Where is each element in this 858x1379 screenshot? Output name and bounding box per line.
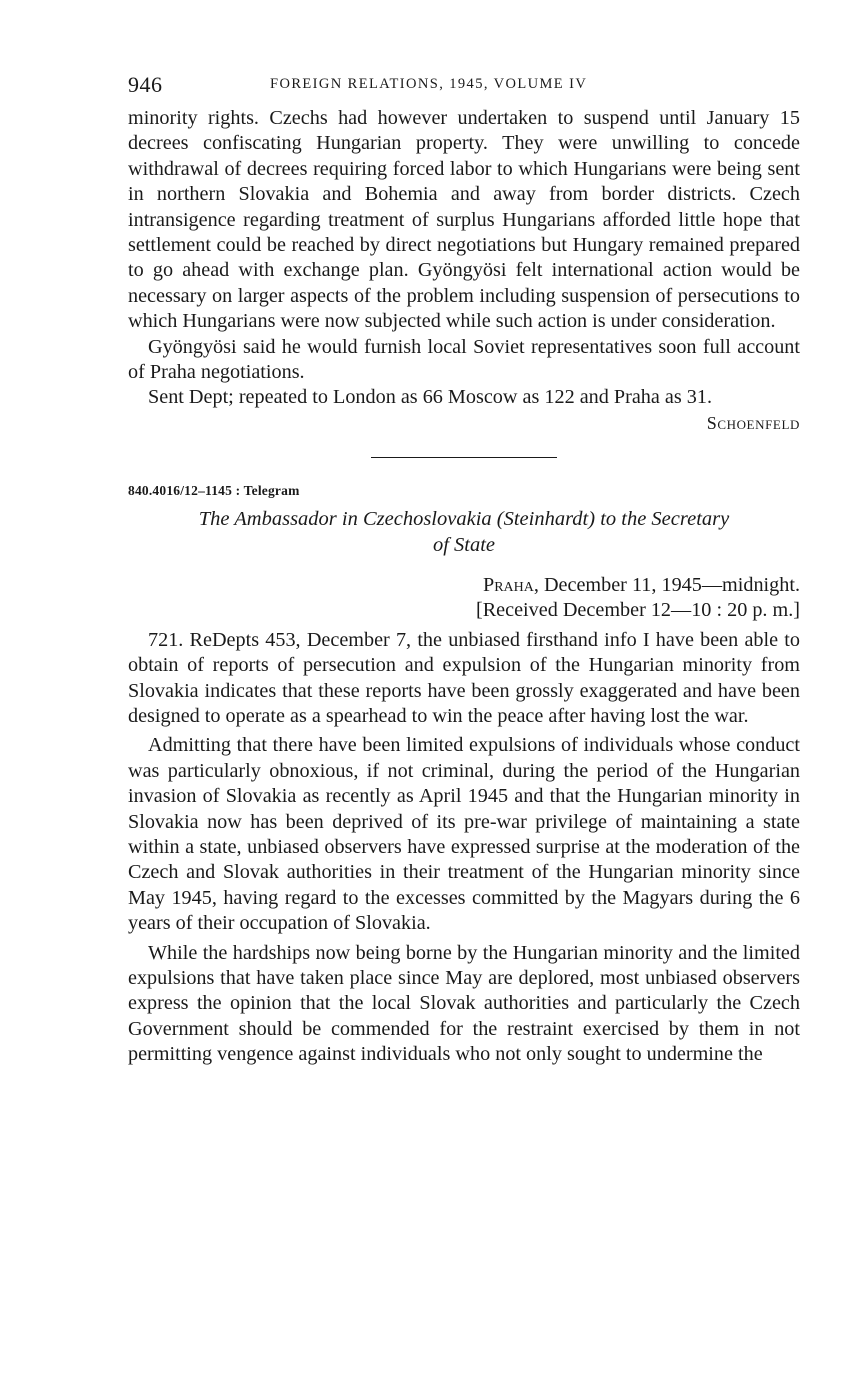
document-title-line: of State [432, 533, 496, 556]
section-divider [371, 457, 557, 458]
page-header [128, 66, 800, 106]
previous-telegram-continuation [128, 106, 800, 435]
document-title [128, 506, 800, 558]
signature: Schoenfeld [706, 412, 800, 433]
body-paragraph: Sent Dept; repeated to London as 66 Moscow as 122 and Praha as 31. [148, 386, 713, 409]
running-head: FOREIGN RELATIONS, 1945, VOLUME IV [270, 76, 588, 92]
body-paragraph: minority rights. Czechs had however undertaken to suspend until January 15 decrees confiscating Hungarian property. They were unwilling to concede withdrawal of decrees requiring forced labor to which Hungarians were being sent in northern Slovakia and Bohemia and away from border districts. Czech intransigence regarding treatment of surplus Hungarians afforded little hope that settlement could be reached by direct negotiations but Hungary remained prepared to go ahead with exchange plan. Gyöngyösi felt international action would be necessary on larger aspects of the problem including suspension of persecutions to which Hungarians were now subjected while such action is under consideration. [128, 107, 800, 333]
body-paragraph: Gyöngyösi said he would furnish local Soviet representatives soon full account of Praha negotiations. [128, 335, 800, 384]
dateline [128, 573, 800, 598]
body-paragraph: While the hardships now being borne by the Hungarian minority and the limited expulsions that have taken place since May are deplored, most unbiased observers express the opinion that the local Slovak authorities and particularly the Czech Government should be commended for the restraint exercised by them in not permitting vengence against individuals who not only sought to undermine the [128, 941, 800, 1066]
file-reference: 840.4016/12–1145 : Telegram [128, 482, 300, 498]
page-number: 946 [128, 72, 163, 97]
body-paragraph: 721. ReDepts 453, December 7, the unbiased firsthand info I have been able to obtain of reports of persecution and expulsion of the Hungarian minority from Slovakia indicates that these reports have been grossly exaggerated and have been designed to operate as a spearhead to win the peace after having lost the war. [128, 628, 800, 727]
dateline-date: December 11, 1945—midnight. [538, 573, 800, 596]
telegram-document [128, 482, 800, 1068]
document-page [128, 66, 800, 1068]
received-line: [Received December 12—10 : 20 p. m.] [475, 599, 800, 622]
body-paragraph: Admitting that there have been limited expulsions of individuals whose conduct was particularly obnoxious, if not criminal, during the period of the Hungarian invasion of Slovakia as recently as April 1945 and that the Hungarian minority in Slovakia now has been deprived of its pre-war privilege of maintaining a state within a state, unbiased observers have expressed surprise at the moderation of the Czech and Slovak authorities in their treatment of the Hungarian minority since May 1945, having regard to the excesses committed by the Magyars during the 6 years of their occupation of Slovakia. [128, 734, 800, 935]
document-title-line: The Ambassador in Czechoslovakia (Steinhardt) to the Secretary [198, 507, 730, 530]
dateline-place: Praha, [482, 573, 539, 596]
